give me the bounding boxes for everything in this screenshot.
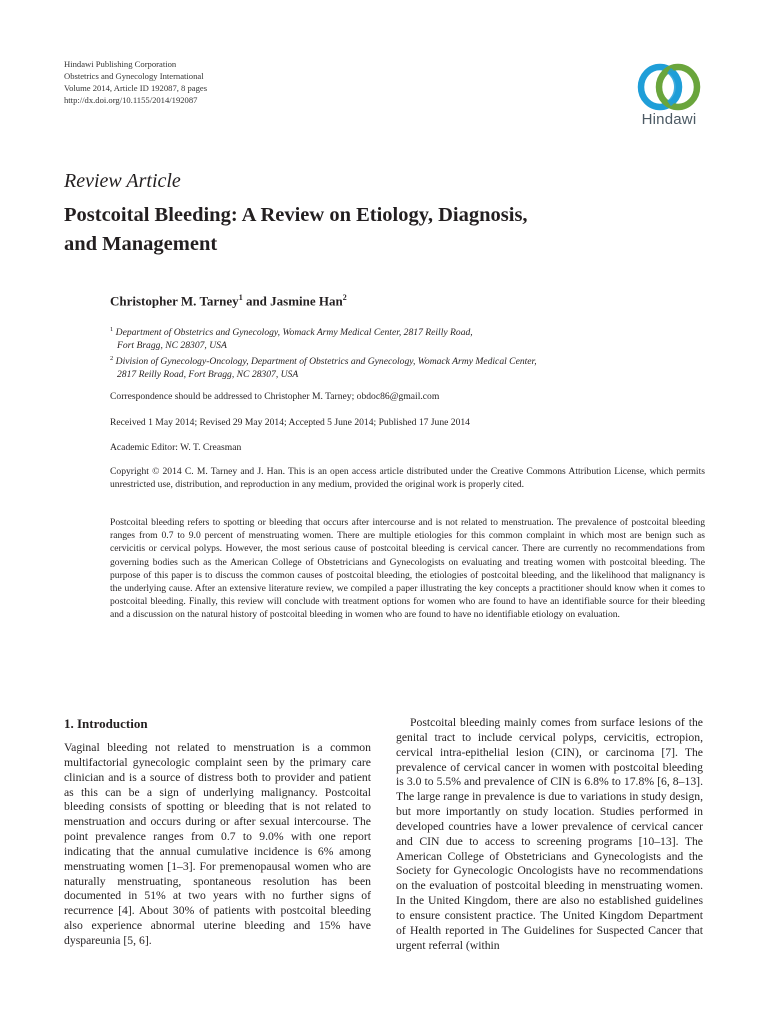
- affiliation-marker: 1: [110, 326, 114, 333]
- abstract: Postcoital bleeding refers to spotting or bleeding that occurs after intercourse and is not related to menstruation. The prevalence of postcoital bleeding ranges from 0.7 to 9.0 percent of menstruating women. There are multiple etiologies for this common complaint in which most are benign such as cervicitis or cervical polyps. However, the most serious cause of postcoital bleeding is cervical cancer. There are currently no recommendations from governing bodies such as the American College of Obstetricians and Gynecologists on evaluating and treating women with postcoital bleeding. The purpose of this paper is to discuss the common causes of postcoital bleeding, the etiologies of postcoital bleeding, and the likelihood that malignancy is the underlying cause. After an extensive literature review, we compiled a paper illustrating the key concepts a practitioner should know when it comes to postcoital bleeding. Finally, this review will conclude with treatment options for women who are found to have an identifiable source for their bleeding and a discussion on the natural history of postcoital bleeding in women who are found to have no identifiable etiology on evaluation.: [110, 517, 705, 621]
- author-affiliation-marker: 2: [342, 293, 347, 302]
- volume-info: Volume 2014, Article ID 192087, 8 pages: [64, 83, 208, 93]
- author-affiliation-marker: 1: [238, 293, 243, 302]
- author-name: Christopher M. Tarney: [110, 293, 239, 309]
- hindawi-logo-icon: [633, 60, 705, 140]
- article-type: Review Article: [64, 170, 181, 192]
- publisher-name: Hindawi Publishing Corporation: [64, 59, 177, 69]
- journal-metadata: [64, 58, 207, 106]
- correspondence-line: Correspondence should be addressed to Christopher M. Tarney; obdoc86@gmail.com: [110, 391, 440, 402]
- paper-title: Postcoital Bleeding: A Review on Etiology, Diagnosis, and Management: [64, 204, 528, 255]
- body-text-right-column: Postcoital bleeding mainly comes from surface lesions of the genital tract to include cervical polyps, cervicitis, ectropion, cervical intra-epithelial lesion (CIN), or carcinoma [7]. The prevalence of cervical cancer in women with postcoital bleeding is 3.0 to 5.5% and prevalence of CIN is 6.8% to 17.8% [6, 8–13]. The large range in prevalence is due to variations in study design, but more importantly on study location. Studies performed in developed countries have a lower prevalence of cervical cancer and CIN due to access to screening programs [10–13]. The American College of Obstetricians and Gynecologists and the Society for Gynecologic Oncologists have no recommendations on the evaluation of postcoital bleeding in menstruating women. In the United Kingdom, there are also no established guidelines to ensure consistent practice. The United Kingdom Department of Health reported in The Guidelines for Suspected Cancer that urgent referral (within: [396, 716, 703, 952]
- affiliation-marker: 2: [110, 355, 114, 362]
- affiliation-line: 2817 Reilly Road, Fort Bragg, NC 28307, USA: [117, 369, 299, 381]
- body-text-left-column: Vaginal bleeding not related to menstruation is a common multifactorial gynecologic complaint seen by the primary care clinician and is a source of distress both to provider and patient as this can be a sign of underlying malignancy. Postcoital bleeding consists of spotting or bleeding that is not related to menstruation and occurs during or after sexual intercourse. The point prevalence ranges from 0.7 to 9.0% with one report indicating that the annual cumulative incidence is 6% among menstruating women [1–3]. For premenopausal women who are naturally menstruating, spontaneous resolution has been documented in 51% at two years with no further signs of recurrence [4]. About 30% of patients with postcoital bleeding also experience abnormal uterine bleeding and 15% have dyspareunia [5, 6].: [64, 741, 371, 947]
- affiliation-line: Fort Bragg, NC 28307, USA: [117, 340, 227, 352]
- section-heading: 1. Introduction: [64, 716, 148, 731]
- publication-dates: Received 1 May 2014; Revised 29 May 2014; Accepted 5 June 2014; Published 17 June 2014: [110, 417, 470, 428]
- author-name: Jasmine Han: [270, 293, 343, 309]
- copyright-notice: Copyright © 2014 C. M. Tarney and J. Han. This is an open access article distributed under the Creative Commons Attribution License, which permits unrestricted use, distribution, and reproduction in any medium, provided the original work is properly cited.: [110, 466, 705, 491]
- author-list: [110, 293, 347, 309]
- affiliation: [110, 352, 650, 381]
- academic-editor: Academic Editor: W. T. Creasman: [110, 442, 242, 453]
- doi-link[interactable]: http://dx.doi.org/10.1155/2014/192087: [64, 95, 198, 105]
- affiliation-line: Division of Gynecology-Oncology, Department of Obstetrics and Gynecology, Womack Army Medical Center,: [115, 356, 537, 368]
- journal-name: Obstetrics and Gynecology International: [64, 71, 204, 81]
- affiliation: [110, 323, 650, 352]
- affiliation-line: Department of Obstetrics and Gynecology, Womack Army Medical Center, 2817 Reilly Road,: [115, 327, 473, 339]
- author-joiner: and: [242, 293, 271, 309]
- hindawi-logo-text: Hindawi: [641, 111, 697, 128]
